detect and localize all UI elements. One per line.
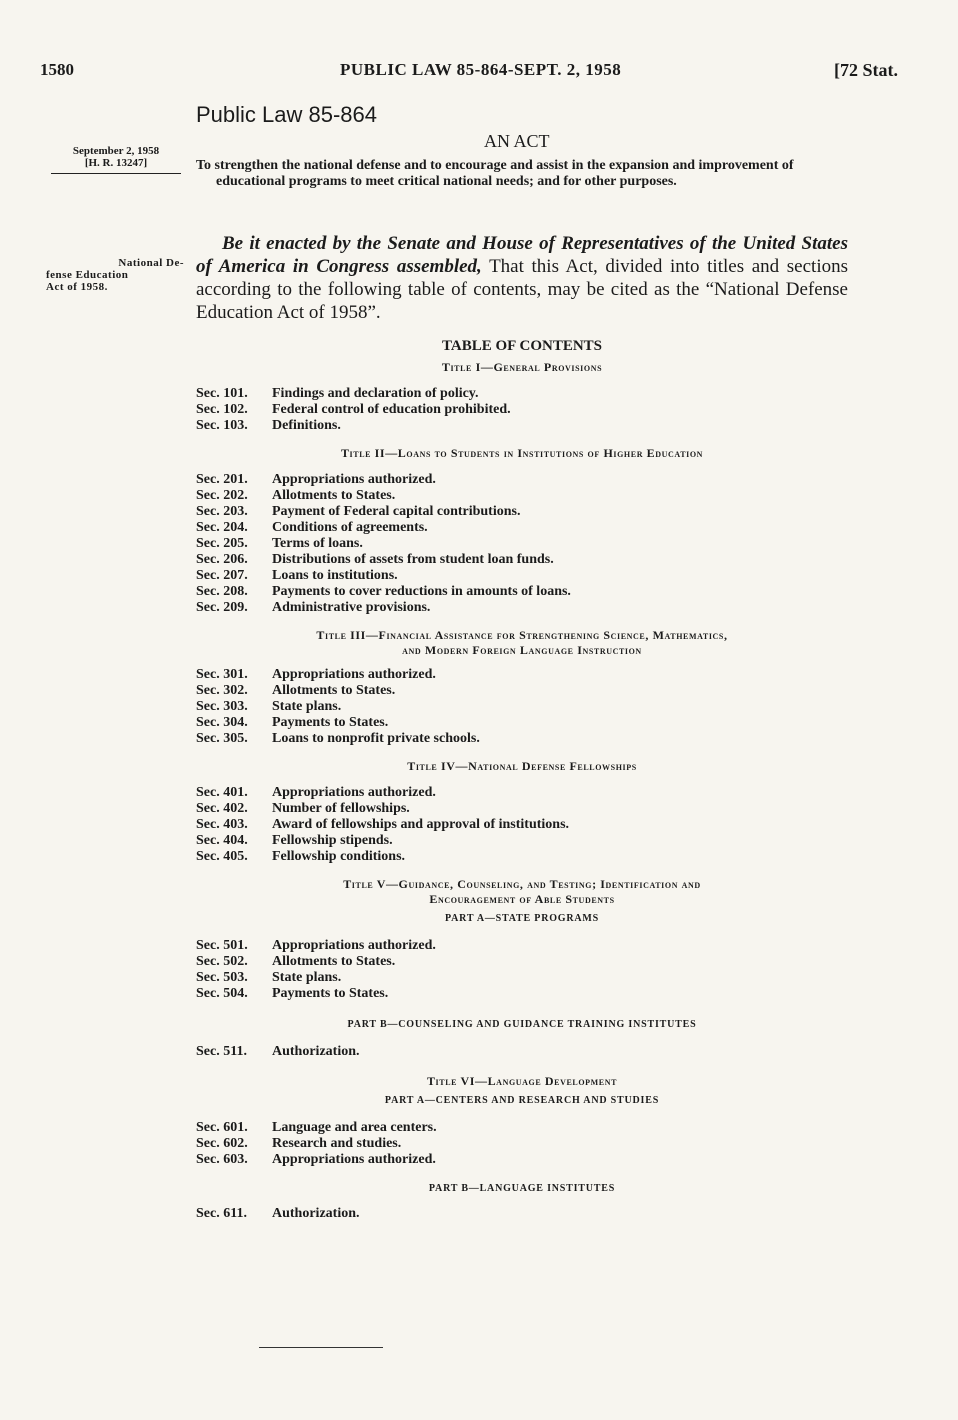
section-title: Findings and declaration of policy. <box>272 386 479 401</box>
toc-part-heading: PART B—LANGUAGE INSTITUTES <box>428 1183 616 1194</box>
section-number: Sec. 401. <box>196 785 248 800</box>
margin-note-date <box>46 145 186 174</box>
toc-section-entry <box>196 1136 848 1152</box>
section-title: Loans to institutions. <box>272 568 398 583</box>
section-number: Sec. 201. <box>196 472 248 487</box>
toc-title-heading: Title IV—National Defense Fellowships <box>407 759 637 773</box>
section-title: Terms of loans. <box>272 536 363 551</box>
toc-section-entry <box>196 504 848 520</box>
purpose-text: To strengthen the national defense and to encourage and assist in the expansion and improvement of educational programs to meet critical national needs; and for other purposes. <box>196 158 794 189</box>
toc-section-entry <box>196 488 848 504</box>
section-title: Language and area centers. <box>272 1120 437 1135</box>
toc-section-entry <box>196 600 848 616</box>
toc-section-list <box>196 1044 848 1060</box>
toc-section-entry <box>196 418 848 434</box>
toc-section-entry <box>196 472 848 488</box>
public-law-name: Public Law 85-864 <box>196 102 378 127</box>
section-number: Sec. 404. <box>196 833 248 848</box>
section-title: State plans. <box>272 970 342 985</box>
section-title: Payments to cover reductions in amounts of loans. <box>272 584 571 599</box>
section-title: Definitions. <box>272 418 341 433</box>
section-title: Number of fellowships. <box>272 801 410 816</box>
section-number: Sec. 603. <box>196 1152 248 1167</box>
toc-section-entry <box>196 386 848 402</box>
section-number: Sec. 301. <box>196 667 248 682</box>
section-title: Conditions of agreements. <box>272 520 428 535</box>
section-number: Sec. 504. <box>196 986 248 1001</box>
margin-bill: [H. R. 13247] <box>84 157 148 169</box>
section-number: Sec. 207. <box>196 568 248 583</box>
toc-section-entry <box>196 986 848 1002</box>
section-number: Sec. 611. <box>196 1206 247 1221</box>
section-number: Sec. 202. <box>196 488 248 503</box>
running-title: PUBLIC LAW 85-864-SEPT. 2, 1958 <box>340 60 622 79</box>
toc-section-entry <box>196 817 848 833</box>
toc-section-entry <box>196 520 848 536</box>
section-number: Sec. 601. <box>196 1120 248 1135</box>
toc-title-heading: Title II—Loans to Students in Institutions of Higher Education <box>340 446 704 460</box>
section-title: Administrative provisions. <box>272 600 431 615</box>
section-number: Sec. 209. <box>196 600 248 615</box>
section-number: Sec. 302. <box>196 683 248 698</box>
section-title: Allotments to States. <box>272 683 396 698</box>
section-title: Loans to nonprofit private schools. <box>272 731 480 746</box>
toc-section-entry <box>196 1206 848 1222</box>
toc-section-list <box>196 938 848 1002</box>
section-number: Sec. 103. <box>196 418 248 433</box>
toc-section-list <box>196 386 848 434</box>
section-title: Payments to States. <box>272 986 389 1001</box>
toc-section-entry <box>196 954 848 970</box>
section-title: Authorization. <box>272 1044 360 1059</box>
toc-title-heading: Title III—Financial Assistance for Strengthening Science, Mathematics, <box>316 628 728 642</box>
toc-part-heading: PART A—CENTERS AND RESEARCH AND STUDIES <box>384 1095 660 1106</box>
section-number: Sec. 204. <box>196 520 248 535</box>
section-number: Sec. 501. <box>196 938 248 953</box>
margin-date: September 2, 1958 <box>72 145 160 157</box>
section-number: Sec. 602. <box>196 1136 248 1151</box>
section-title: Allotments to States. <box>272 954 396 969</box>
section-number: Sec. 405. <box>196 849 248 864</box>
toc-part-heading: PART A—STATE PROGRAMS <box>444 913 600 924</box>
margin-rule <box>51 173 181 174</box>
toc-section-entry <box>196 801 848 817</box>
toc-section-entry <box>196 1044 848 1060</box>
toc-heading: TABLE OF CONTENTS <box>441 338 603 354</box>
margin-short-title-line: fense Education <box>46 269 129 281</box>
section-title: Appropriations authorized. <box>272 667 436 682</box>
toc-part-heading: PART B—COUNSELING AND GUIDANCE TRAINING INSTITUTES <box>347 1019 697 1030</box>
section-title: State plans. <box>272 699 342 714</box>
toc-section-list <box>196 472 848 616</box>
toc-section-entry <box>196 584 848 600</box>
enacting-paragraph <box>196 232 848 324</box>
toc-section-entry <box>196 715 848 731</box>
section-title: Appropriations authorized. <box>272 785 436 800</box>
toc-section-entry <box>196 731 848 747</box>
section-title: Research and studies. <box>272 1136 402 1151</box>
section-title: Appropriations authorized. <box>272 472 436 487</box>
section-number: Sec. 304. <box>196 715 248 730</box>
page-number: 1580 <box>40 60 74 79</box>
section-number: Sec. 206. <box>196 552 248 567</box>
section-title: Allotments to States. <box>272 488 396 503</box>
toc-section-entry <box>196 1120 848 1136</box>
toc-section-entry <box>196 1152 848 1168</box>
toc-section-list <box>196 1206 848 1222</box>
toc-section-entry <box>196 568 848 584</box>
section-title: Appropriations authorized. <box>272 1152 436 1167</box>
section-title: Federal control of education prohibited. <box>272 402 511 417</box>
section-number: Sec. 502. <box>196 954 248 969</box>
toc-section-entry <box>196 683 848 699</box>
running-header <box>40 60 920 84</box>
section-title: Award of fellowships and approval of institutions. <box>272 817 570 832</box>
toc-section-entry <box>196 552 848 568</box>
margin-short-title-line: National De- <box>118 257 184 269</box>
section-number: Sec. 102. <box>196 402 248 417</box>
toc-section-entry <box>196 938 848 954</box>
section-title: Fellowship stipends. <box>272 833 393 848</box>
toc-title-heading: Title V—Guidance, Counseling, and Testing; Identification and <box>343 877 701 891</box>
section-number: Sec. 101. <box>196 386 248 401</box>
section-number: Sec. 305. <box>196 731 248 746</box>
toc-section-entry <box>196 970 848 986</box>
margin-note-short-title <box>46 257 186 293</box>
section-number: Sec. 503. <box>196 970 248 985</box>
section-number: Sec. 303. <box>196 699 248 714</box>
section-title: Fellowship conditions. <box>272 849 406 864</box>
enacting-clause-italic: Be it enacted by the Senate and House of Representatives of the United States of America in Congress assembled, <box>196 233 848 277</box>
enacting-body: That this Act, divided into titles and sections according to the following table of contents, may be cited as the “National Defense Education Act of 1958”. <box>196 256 848 323</box>
toc-section-entry <box>196 536 848 552</box>
section-title: Payments to States. <box>272 715 389 730</box>
section-number: Sec. 208. <box>196 584 248 599</box>
section-number: Sec. 403. <box>196 817 248 832</box>
section-title: Distributions of assets from student loan funds. <box>272 552 554 567</box>
toc-title-heading: Encouragement of Able Students <box>429 892 615 906</box>
toc-title-heading: Title VI—Language Development <box>426 1074 618 1088</box>
an-act-label: AN ACT <box>484 131 550 151</box>
toc-section-entry <box>196 667 848 683</box>
toc-section-entry <box>196 402 848 418</box>
statute-reference: [72 Stat. <box>834 60 898 80</box>
enacting-clause <box>196 232 848 324</box>
toc-title-heading: and Modern Foreign Language Instruction <box>402 643 642 657</box>
toc-section-entry <box>196 849 848 865</box>
section-title: Appropriations authorized. <box>272 938 436 953</box>
section-number: Sec. 205. <box>196 536 248 551</box>
purpose-statement <box>196 158 848 190</box>
closing-rule <box>259 1347 383 1348</box>
toc-section-list <box>196 667 848 747</box>
section-number: Sec. 511. <box>196 1044 247 1059</box>
section-title: Authorization. <box>272 1206 360 1221</box>
margin-short-title-line: Act of 1958. <box>46 281 108 293</box>
section-number: Sec. 203. <box>196 504 248 519</box>
toc-section-entry <box>196 699 848 715</box>
table-of-contents <box>196 338 848 1222</box>
toc-section-list <box>196 785 848 865</box>
toc-title-heading: Title I—General Provisions <box>441 360 603 374</box>
toc-section-entry <box>196 785 848 801</box>
section-title: Payment of Federal capital contributions. <box>272 504 521 519</box>
section-number: Sec. 402. <box>196 801 248 816</box>
toc-section-entry <box>196 833 848 849</box>
toc-section-list <box>196 1120 848 1168</box>
